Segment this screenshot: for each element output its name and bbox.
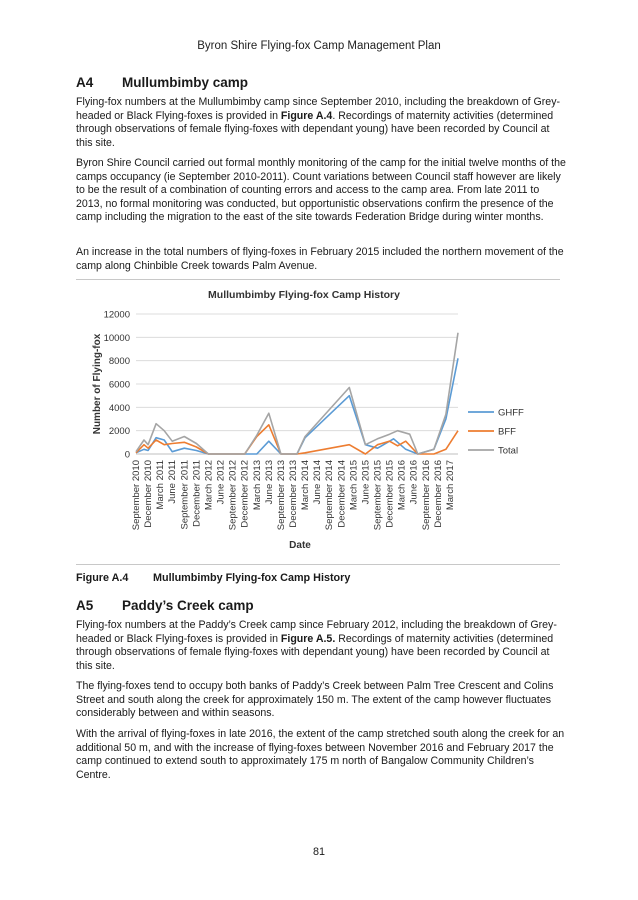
chart-grid bbox=[136, 314, 458, 454]
section-heading-a4 bbox=[76, 75, 248, 90]
x-tick-label: June 2013 bbox=[263, 460, 275, 505]
x-tick-label: September 2010 bbox=[131, 460, 142, 531]
page-number: 81 bbox=[312, 846, 325, 858]
x-tick-label: March 2011 bbox=[155, 460, 167, 510]
section-heading-a5 bbox=[76, 598, 254, 613]
paragraph: The flying-foxes tend to occupy both banks of Paddy’s Creek between Palm Tree Crescent and Colins Street and south along the creek for approximately 150 m. The extent of the camp however fluctuates considerably between and within seasons. bbox=[76, 680, 554, 720]
x-tick-label: June 2011 bbox=[167, 460, 179, 504]
paragraph bbox=[76, 619, 566, 673]
y-tick-label: 8000 bbox=[108, 356, 130, 368]
x-tick-label: December 2015 bbox=[384, 460, 396, 528]
paragraph bbox=[76, 96, 566, 150]
x-tick-label: September 2011 bbox=[179, 460, 191, 530]
x-tick-label: March 2012 bbox=[203, 460, 215, 511]
chart-legend bbox=[468, 408, 524, 457]
paragraph-text: Recordings of maternity activities (determined through observations of female flying-foxes with dependant young) have been recorded by Council at this site. bbox=[76, 632, 554, 672]
paragraph: An increase in the total numbers of flying-foxes in February 2015 included the northern movement of the camp along Chinbible Creek towards Palm Avenue. bbox=[76, 246, 564, 272]
x-tick-label: December 2010 bbox=[143, 460, 155, 528]
paragraph: With the arrival of flying-foxes in late 2016, the extent of the camp stretched south along the creek for an additional 50 m, and with the increase of flying-foxes between November 2016 and February 2017 the camp continued to extend south to approximately 175 m north of Bangalow Community Children’s Centre. bbox=[76, 728, 565, 781]
section-title: Paddy’s Creek camp bbox=[122, 598, 254, 613]
section-number: A5 bbox=[76, 598, 94, 613]
running-header: Byron Shire Flying-fox Camp Management Plan bbox=[197, 40, 441, 52]
paragraph: Byron Shire Council carried out formal monthly monitoring of the camp for the initial twelve months of the camps occupancy (ie September 2010-2011). Count variations between Council staff however are likely to be the result of a combination of counting errors and access to the camp area. From late 2011 to 2013, no formal monitoring was conducted, but opportunistic observations confirm the presence of the camp including the migration to the east of the site towards Federation Bridge during winter months. bbox=[76, 157, 566, 224]
x-tick-label: December 2012 bbox=[239, 460, 251, 528]
x-tick-label: March 2016 bbox=[396, 460, 408, 511]
x-tick-label: September 2016 bbox=[420, 460, 432, 531]
series-line-ghff bbox=[136, 358, 458, 454]
paragraph-text: . Recordings of maternity activities (determined through observations of female flying-foxes with dependant young) have been recorded by Council at this site. bbox=[76, 109, 554, 149]
y-tick-label: 4000 bbox=[108, 402, 130, 414]
y-tick-label: 6000 bbox=[108, 379, 130, 391]
chart-series bbox=[136, 333, 458, 454]
y-tick-label: 2000 bbox=[108, 426, 130, 438]
figure-number: Figure A.4 bbox=[76, 572, 129, 584]
y-tick-label: 10000 bbox=[103, 332, 130, 344]
x-tick-label: December 2014 bbox=[336, 460, 348, 528]
x-tick-label: December 2013 bbox=[287, 460, 299, 528]
x-tick-label: March 2017 bbox=[444, 460, 456, 511]
legend-label-total: Total bbox=[498, 445, 519, 457]
figure-bottom-rule bbox=[76, 564, 560, 565]
paragraph-text: Flying-fox numbers at the Paddy’s Creek camp since February 2012, including the breakdown of Grey-headed or Black Flying-foxes is provided in bbox=[76, 619, 557, 645]
x-tick-label: September 2014 bbox=[324, 460, 336, 531]
figure-top-rule bbox=[76, 279, 560, 280]
y-tick-label: 12000 bbox=[103, 309, 130, 321]
y-axis-label: Number of Flying-fox bbox=[92, 333, 103, 435]
figure-reference: Figure A.4 bbox=[280, 109, 333, 122]
chart-title: Mullumbimby Flying-fox Camp History bbox=[208, 289, 400, 301]
x-tick-label: September 2013 bbox=[275, 460, 287, 531]
y-axis-ticks bbox=[104, 310, 130, 461]
x-axis-ticks bbox=[131, 460, 456, 530]
section-number: A4 bbox=[76, 75, 94, 90]
figure-reference: Figure A.5. bbox=[280, 632, 336, 645]
camp-history-chart bbox=[76, 282, 560, 562]
x-tick-label: June 2016 bbox=[408, 460, 420, 505]
x-tick-label: December 2016 bbox=[432, 460, 444, 528]
paragraph-text: Flying-fox numbers at the Mullumbimby camp since September 2010, including the breakdown of Grey-headed or Black Flying-foxes is provided in bbox=[76, 96, 561, 122]
x-tick-label: June 2015 bbox=[360, 460, 372, 505]
x-tick-label: March 2013 bbox=[251, 460, 263, 511]
series-line-total bbox=[136, 333, 458, 454]
figure-caption-text: Mullumbimby Flying-fox Camp History bbox=[153, 572, 351, 584]
x-tick-label: December 2011 bbox=[191, 460, 203, 527]
section-title: Mullumbimby camp bbox=[122, 75, 249, 90]
x-tick-label: March 2015 bbox=[348, 460, 360, 511]
x-tick-label: June 2012 bbox=[215, 460, 227, 505]
figure-caption bbox=[76, 572, 350, 584]
legend-label-bff: BFF bbox=[498, 426, 516, 438]
x-tick-label: September 2015 bbox=[372, 460, 384, 531]
series-line-bff bbox=[136, 425, 458, 454]
x-tick-label: June 2014 bbox=[312, 460, 324, 505]
x-axis-label: Date bbox=[289, 540, 311, 551]
x-tick-label: September 2012 bbox=[227, 460, 239, 531]
x-tick-label: March 2014 bbox=[300, 460, 312, 511]
y-tick-label: 0 bbox=[124, 449, 130, 461]
legend-label-ghff: GHFF bbox=[498, 407, 524, 419]
